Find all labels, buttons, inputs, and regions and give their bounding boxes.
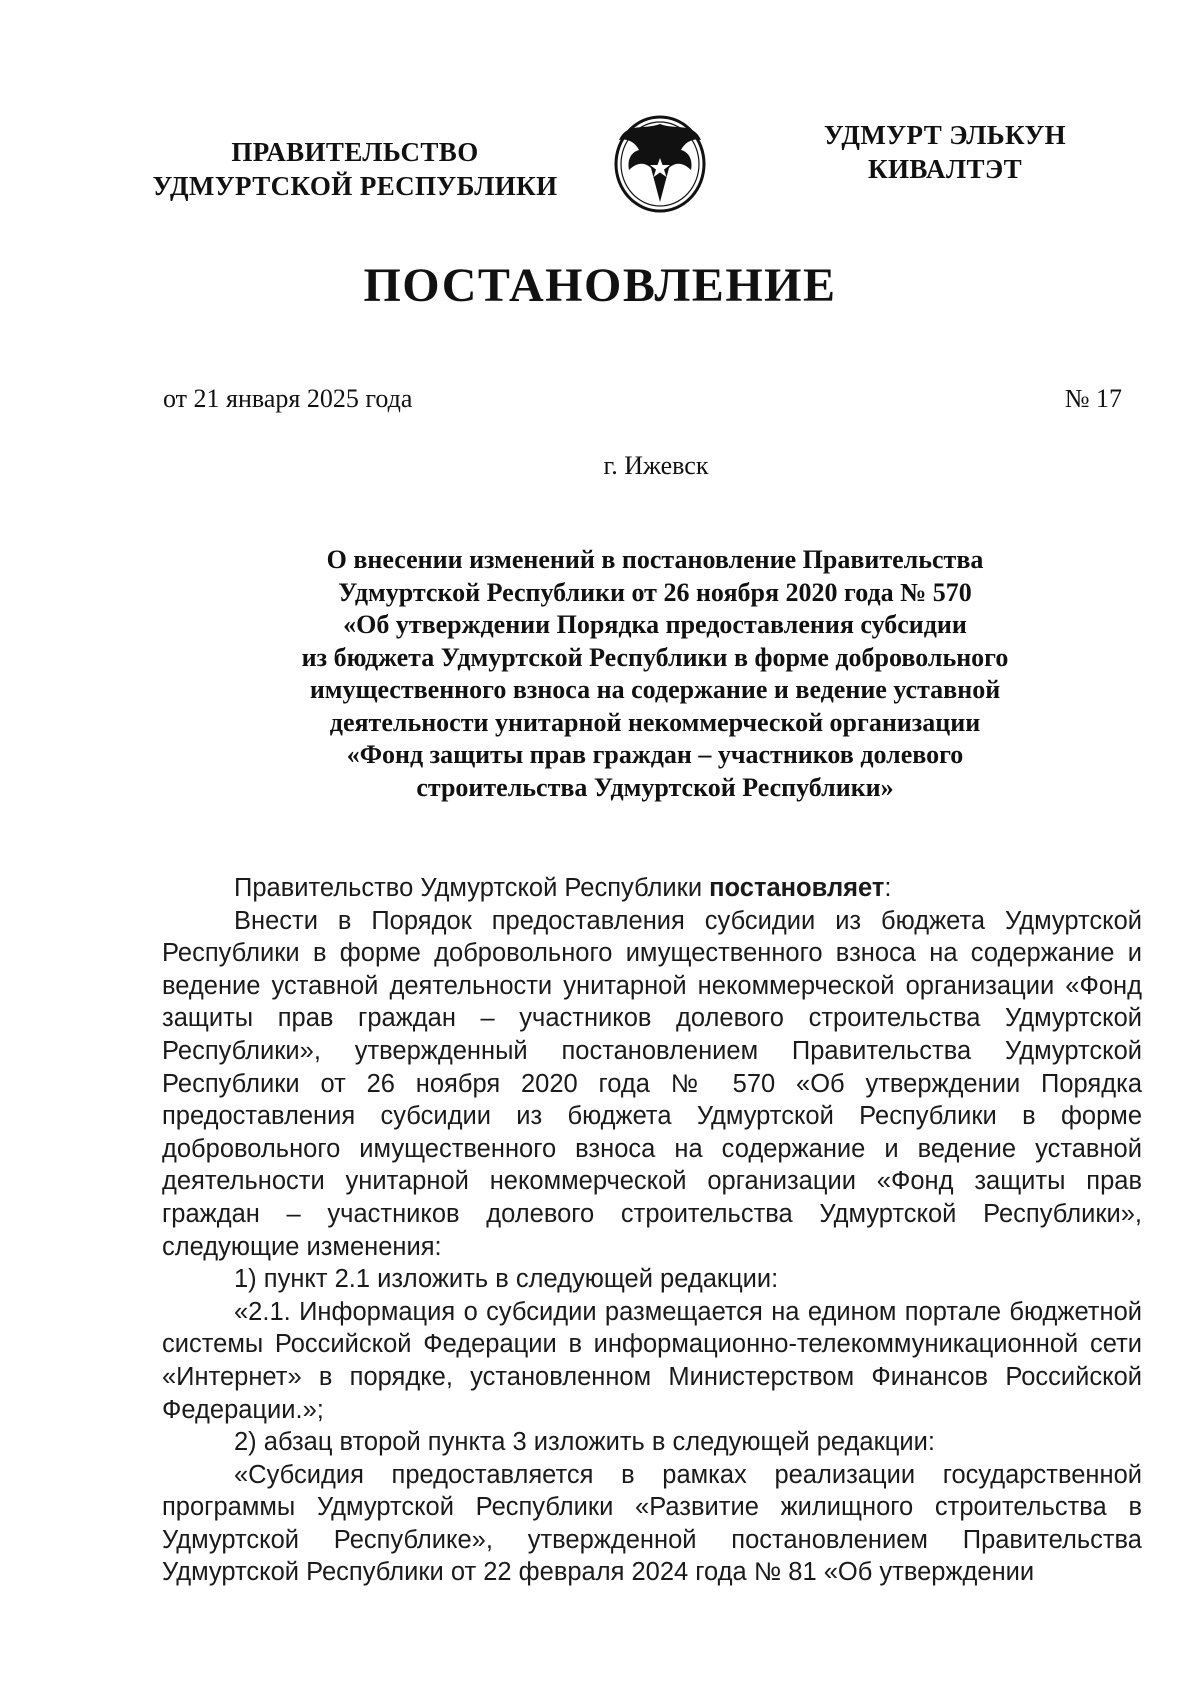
body-paragraph: 1) пункт 2.1 изложить в следующей редакции: (234, 1265, 779, 1294)
resolution-lead (162, 872, 1142, 905)
body-paragraph: «Субсидия предоставляется в рамках реализации государственной программы Удмуртской Республики «Развитие жилищного строительства в Удмуртской Республике», утвержденной постановлением Правительства Удмуртской Республики от 22 февраля 2024 года № 81 «Об утверждении (162, 1460, 1142, 1587)
header-left-line2: УДМУРТСКОЙ РЕСПУБЛИКИ (152, 171, 558, 201)
lead-text: Правительство Удмуртской Республики (234, 874, 710, 902)
header-right-line1: УДМУРТ ЭЛЬКУН (823, 120, 1067, 150)
government-name-russian (120, 135, 590, 203)
title-line: из бюджета Удмуртской Республики в форме добровольного (301, 642, 1009, 672)
header-right-line2: КИВАЛТЭТ (867, 154, 1023, 184)
title-line: «Фонд защиты прав граждан – участников долевого (346, 740, 964, 769)
document-number: № 17 (1064, 384, 1122, 413)
government-name-udmurt (795, 118, 1095, 186)
title-line: «Об утверждении Порядка предоставления субсидии (343, 610, 967, 639)
title-line: строительства Удмуртской Республики» (416, 772, 894, 802)
udmurt-coat-of-arms-icon (605, 110, 715, 215)
document-body (162, 872, 1142, 1589)
body-paragraph: «2.1. Информация о субсидии размещается на едином портале бюджетной системы Российской Федерации в информационно-телекоммуникационной сети «Интернет» в порядке, установленном Министерством Финансов Российской Федерации.»; (162, 1297, 1142, 1424)
lead-bold-verb: постановляет (709, 874, 885, 902)
header-left-line1: ПРАВИТЕЛЬСТВО (231, 137, 479, 167)
title-line: деятельности унитарной некоммерческой организации (329, 707, 981, 737)
body-paragraph: Внести в Порядок предоставления субсидии из бюджета Удмуртской Республики в форме добровольного имущественного взноса на содержание и ведение уставной деятельности унитарной некоммерческой организации «Фонд защиты прав граждан – участников долевого строительства Удмуртской Республики», утвержденный постановлением Правительства Удмуртской Республики от 26 ноября 2020 года № 570 «Об утверждении Порядка предоставления субсидии из бюджета Удмуртской Республики в форме добровольного имущественного взноса на содержание и ведение уставной деятельности унитарной некоммерческой организации «Фонд защиты прав граждан – участников долевого строительства Удмуртской Республики», следующие изменения: (162, 906, 1142, 1261)
document-city: г. Ижевск (603, 451, 709, 480)
document-date: от 21 января 2025 года (163, 384, 413, 413)
document-title (190, 544, 1120, 804)
lead-colon: : (884, 874, 892, 902)
title-line: Удмуртской Республики от 26 ноября 2020 года № 570 (338, 577, 972, 607)
title-line: имущественного взноса на содержание и ведение уставной (309, 675, 1001, 704)
body-paragraph: 2) абзац второй пункта 3 изложить в следующей редакции: (234, 1428, 935, 1457)
title-line: О внесении изменений в постановление Правительства (326, 545, 984, 574)
document-type-heading: ПОСТАНОВЛЕНИЕ (363, 259, 837, 312)
